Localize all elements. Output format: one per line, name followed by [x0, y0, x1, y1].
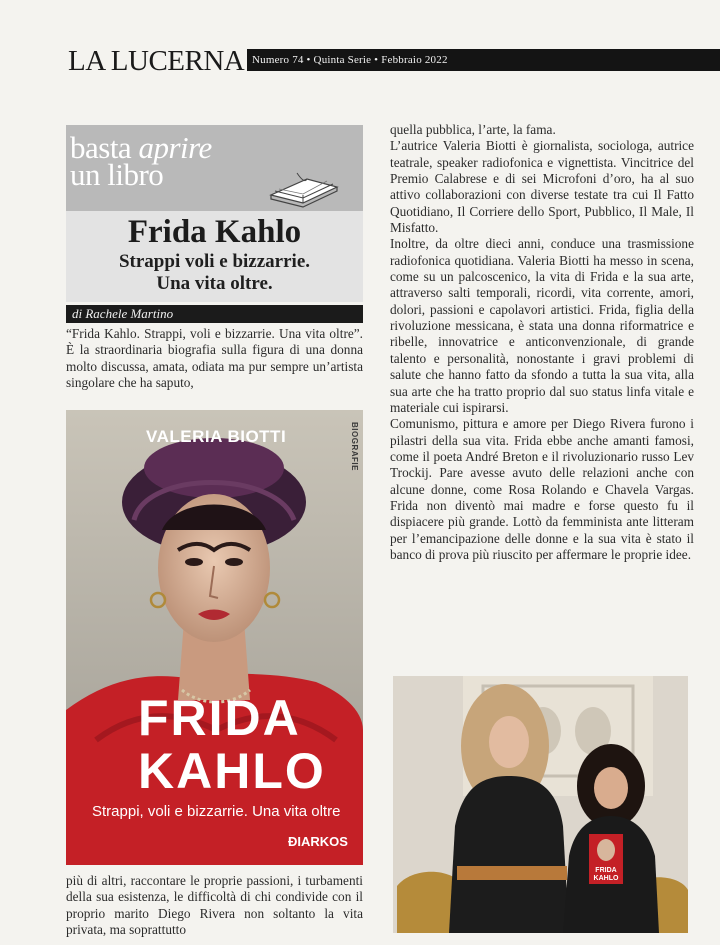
photo-book-title-1: FRIDA [595, 867, 617, 874]
right-paragraph-4: Comunismo, pittura e amore per Diego Rivera furono i pilastri della sua vita. Frida ebbe anche amanti famosi, come il poeta André Breton e il rivoluzionario russo Lev Trockij. Pare avesse avuto delle relazioni anche con alcune donne, come Rosa Rolando e Chavela Vargas. Frida non diventò mai madre e forse questo fu il dispiacere più grande. Lottò da femminista ante litteram per l’emancipazione delle donne e la sua vita è stato il banco di prova più riuscito per affermare le proprie idee. [390, 416, 694, 562]
article-subtitle-2: Una vita oltre. [156, 273, 273, 294]
continuation-text: più di altri, raccontare le proprie passioni, i turbamenti della sua esistenza, le difficoltà di chi condivide con il proprio marito Diego Rivera non soltanto la vita privata, ma soprattutto [66, 873, 363, 938]
headline-box [66, 211, 363, 302]
cover-publisher: ÐIARKOS [288, 834, 348, 849]
publication-logo: LA LUCERNA [68, 45, 245, 77]
right-paragraph-3: Inoltre, da oltre dieci anni, conduce una trasmissione radiofonica quotidiana. Valeria Biotti ha messo in scena, come su un palcoscenico, la vita di Frida e la sua arte, attraverso salti temporali, ricordi, vita corrente, amori, dolori, passioni e capolavori artistici. Frida, figlia della rivoluzione messicana, è stata una donna riformatrice e ribelle, innovatrice e anticonvenzionale, di grande talento e personalità, nonostante i gravi problemi di salute che hanno fatto da sfondo a tutta la sua vita, alla sua arte che ha tratto proprio dal suo status linfa vitale e materiale cui ispirarsi. [390, 236, 694, 415]
issue-info: Numero 74 • Quinta Serie • Febbraio 2022 [252, 54, 448, 66]
right-paragraph-2: L’autrice Valeria Biotti è giornalista, sociologa, autrice teatrale, speaker radiofonica e vignettista. Vincitrice del Premio Calabrese e di sei Microfoni d’oro, ha al suo attivo collaborazioni con diverse testate tra cui Il Fatto Quotidiano, Il Corriere dello Sport, Pubblico, Il Male, Il Misfatto. [390, 138, 694, 236]
open-book-icon [267, 165, 341, 209]
photo-book-title-2: KAHLO [593, 875, 619, 882]
cover-tagline: Strappi, voli e bizzarrie. Una vita oltre [92, 803, 341, 820]
article-title: Frida Kahlo [127, 214, 302, 250]
cover-series: BIOGRAFIE [350, 422, 359, 471]
book-cover-image [66, 410, 363, 865]
byline: di Rachele Martino [66, 305, 363, 323]
cover-author: VALERIA BIOTTI [146, 427, 287, 446]
author-photo [393, 676, 688, 933]
article-subtitle-1: Strappi voli e bizzarrie. [118, 251, 311, 272]
intro-paragraph [66, 326, 363, 391]
photo-illustration [393, 676, 688, 933]
section-rubric [66, 125, 363, 211]
masthead [0, 40, 720, 80]
rubric-line-2: un libro [70, 157, 164, 192]
right-paragraph-1: quella pubblica, l’arte, la fama. [390, 122, 556, 137]
cover-title-2: KAHLO [138, 743, 326, 799]
right-column [390, 122, 694, 563]
rubric-line-1: basta aprire [70, 130, 212, 165]
continuation-paragraph [66, 873, 363, 938]
intro-text: “Frida Kahlo. Strappi, voli e bizzarrie. Una vita oltre”. È la straordinaria biografia sulla figura di una donna molto discussa, amata, odiata ma pur sempre un’artista singolare che ha saputo, [66, 326, 363, 391]
cover-title-1: FRIDA [138, 690, 301, 746]
